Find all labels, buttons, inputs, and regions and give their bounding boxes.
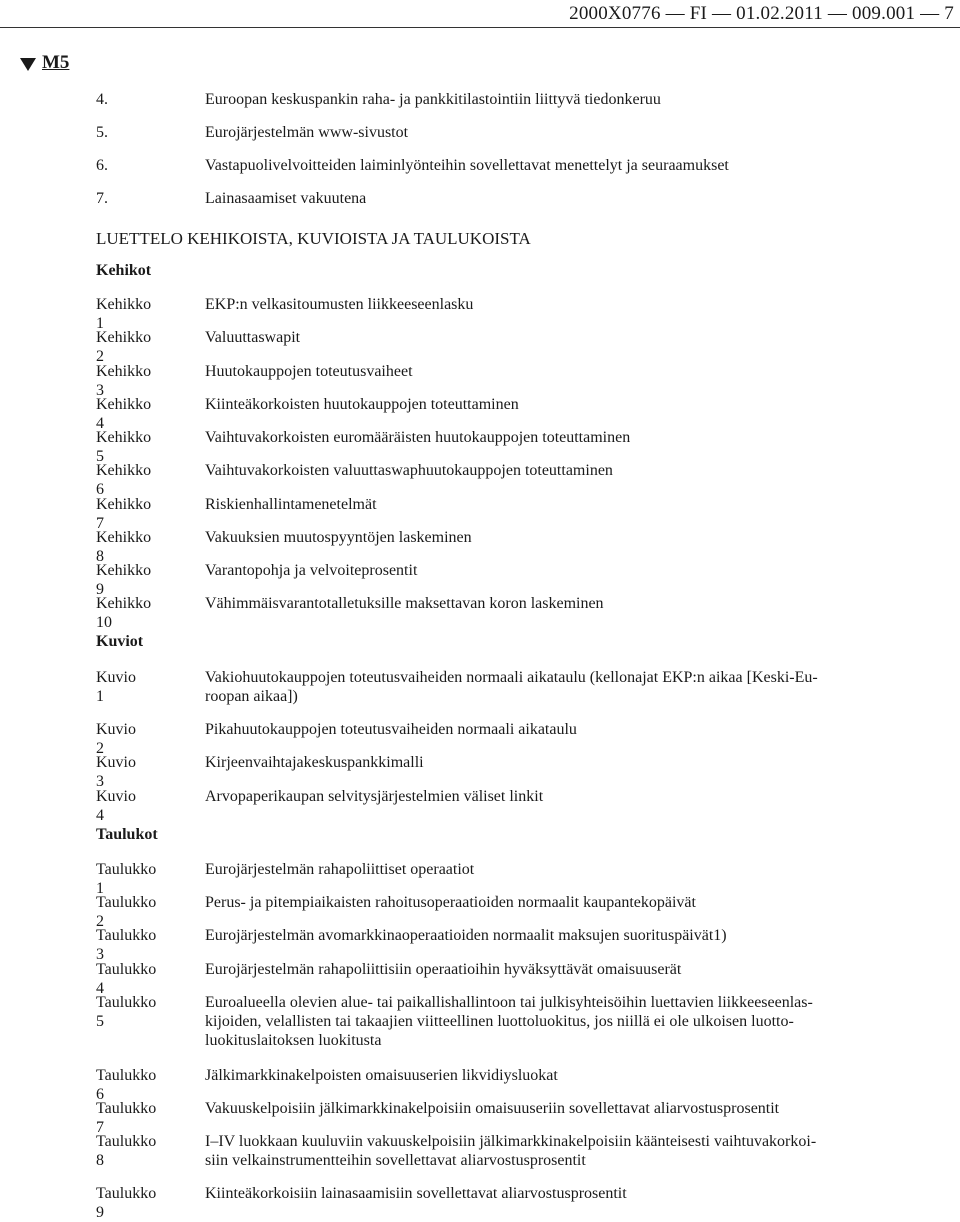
section-heading-kuviot: Kuviot: [96, 633, 144, 650]
section-heading-taulukot: Taulukot: [96, 826, 158, 843]
list-title: LUETTELO KEHIKOISTA, KUVIOISTA JA TAULUKOISTA: [96, 229, 531, 248]
triangle-down-icon: [20, 58, 36, 71]
amendment-marker-label: M5: [42, 52, 70, 73]
header-divider: [0, 27, 960, 28]
amendment-marker: [20, 52, 69, 74]
page-header: [0, 0, 960, 28]
section-heading-kehikot: Kehikot: [96, 262, 152, 279]
document-reference: 2000X0776 — FI — 01.02.2011 — 009.001 — 7: [569, 3, 954, 24]
